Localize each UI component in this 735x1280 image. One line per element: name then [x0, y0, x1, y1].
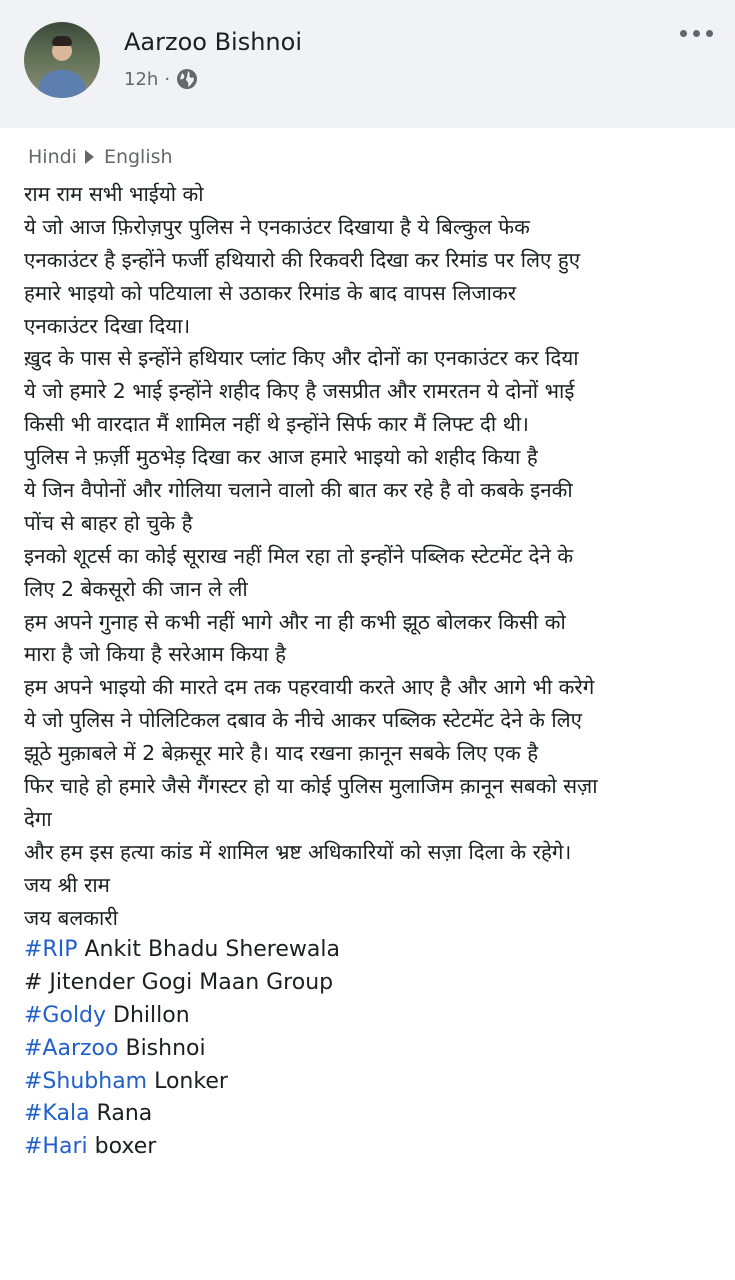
hashtag-line — [24, 1000, 724, 1033]
globe-icon[interactable] — [176, 68, 198, 90]
translation-toggle[interactable] — [28, 146, 173, 168]
post-text-line: एनकाउंटर है इन्होंने फर्जी हथियारो की रिकवरी दिखा कर रिमांड पर लिए हुए — [24, 247, 581, 272]
hashtag-line — [24, 1131, 724, 1164]
hashtag-text: Ankit Bhadu Sherewala — [77, 937, 340, 963]
more-horizontal-icon[interactable] — [680, 30, 713, 37]
avatar-hair — [52, 36, 72, 46]
hashtag-text: Rana — [89, 1101, 153, 1127]
post-text-line: ख़ुद के पास से इन्होंने हथियार प्लांट किए और दोनों का एनकाउंटर कर दिया — [24, 346, 579, 371]
hashtag-text: # Jitender Gogi Maan Group — [24, 970, 334, 996]
avatar[interactable] — [24, 22, 100, 98]
hashtag-text: Bishnoi — [118, 1035, 206, 1061]
post-text-line: हम अपने गुनाह से कभी नहीं भागे और ना ही कभी झूठ बोलकर किसी को — [24, 609, 566, 634]
post-text-line: हमारे भाइयो को पटियाला से उठाकर रिमांड के बाद वापस लिजाकर — [24, 280, 517, 305]
post-text-line: फिर चाहे हो हमारे जैसे गैंगस्टर हो या कोई पुलिस मुलाजिम क़ानून सबको सज़ा — [24, 774, 598, 799]
post-text — [24, 178, 724, 934]
post-text-line: किसी भी वारदात मैं शामिल नहीं थे इन्होंने सिर्फ कार मैं लिफ्ट दी थी। — [24, 412, 529, 437]
author-name[interactable]: Aarzoo Bishnoi — [124, 28, 302, 56]
post-text-line: ये जो आज फ़िरोज़पुर पुलिस ने एनकाउंटर दिखाया है ये बिल्कुल फेक — [24, 214, 530, 239]
post-text-line: जय बलकारी — [24, 905, 118, 930]
post-text-line: हम अपने भाइयो की मारते दम तक पहरवायी करते आए है और आगे भी करेगे — [24, 675, 595, 700]
post-text-line: ये जो हमारे 2 भाई इन्होंने शहीद किए है जसप्रीत और रामरतन ये दोनों भाई — [24, 379, 575, 404]
translate-arrow-icon — [85, 150, 94, 164]
post-text-line: देगा — [24, 806, 52, 831]
more-dot — [680, 30, 687, 37]
post-text-line: जय श्री राम — [24, 872, 110, 897]
post-header — [0, 0, 735, 128]
avatar-shirt — [38, 70, 86, 98]
post-text-line: ये जिन वैपोनों और गोलिया चलाने वालो की बात कर रहे है वो कबके इनकी — [24, 478, 573, 503]
post-text-line: पुलिस ने फ़र्ज़ी मुठभेड़ दिखा कर आज हमारे भाइयो को शहीद किया है — [24, 445, 538, 470]
hashtag-link[interactable]: #RIP — [24, 937, 78, 963]
more-dot — [706, 30, 713, 37]
post-text-line: पोंच से बाहर हो चुके है — [24, 510, 193, 535]
post-time[interactable]: 12h — [124, 68, 159, 90]
post-body — [24, 178, 724, 1164]
hashtag-text: boxer — [87, 1134, 157, 1160]
translation-to[interactable]: English — [103, 146, 173, 168]
hashtag-link[interactable]: #Shubham — [24, 1068, 148, 1094]
post-hashtags — [24, 934, 724, 1164]
post-meta — [124, 68, 198, 90]
hashtag-link[interactable]: #Kala — [24, 1101, 90, 1127]
hashtag-text: Dhillon — [106, 1003, 190, 1029]
more-dot — [693, 30, 700, 37]
hashtag-link[interactable]: #Goldy — [24, 1003, 107, 1029]
hashtag-line — [24, 1033, 724, 1066]
post-text-line: एनकाउंटर दिखा दिया। — [24, 313, 191, 338]
post-text-line: राम राम सभी भाईयो को — [24, 182, 204, 206]
post-text-line: इनको शूटर्स का कोई सूराख नहीं मिल रहा तो इन्होंने पब्लिक स्टेटमेंट देने के — [24, 543, 574, 568]
post-text-line: झूठे मुक़ाबले में 2 बेक़सूर मारे है। याद रखना क़ानून सबके लिए एक है — [24, 741, 539, 766]
post-text-line: लिए 2 बेकसूरो की जान ले ली — [24, 576, 248, 601]
hashtag-text: Lonker — [147, 1068, 228, 1094]
hashtag-line — [24, 1066, 724, 1099]
hashtag-line — [24, 934, 724, 967]
post-text-line: मारा है जो किया है सरेआम किया है — [24, 642, 287, 667]
post-text-line: और हम इस हत्या कांड में शामिल भ्रष्ट अधिकारियों को सज़ा दिला के रहेगे। — [24, 839, 572, 864]
hashtag-link[interactable]: #Hari — [24, 1134, 88, 1160]
meta-separator: · — [164, 68, 171, 90]
hashtag-link[interactable]: #Aarzoo — [24, 1035, 119, 1061]
hashtag-line — [24, 967, 724, 1000]
post-text-line: ये जो पुलिस ने पोलिटिकल दबाव के नीचे आकर पब्लिक स्टेटमेंट देने के लिए — [24, 708, 582, 733]
hashtag-line — [24, 1098, 724, 1131]
translation-from[interactable]: Hindi — [28, 146, 77, 168]
